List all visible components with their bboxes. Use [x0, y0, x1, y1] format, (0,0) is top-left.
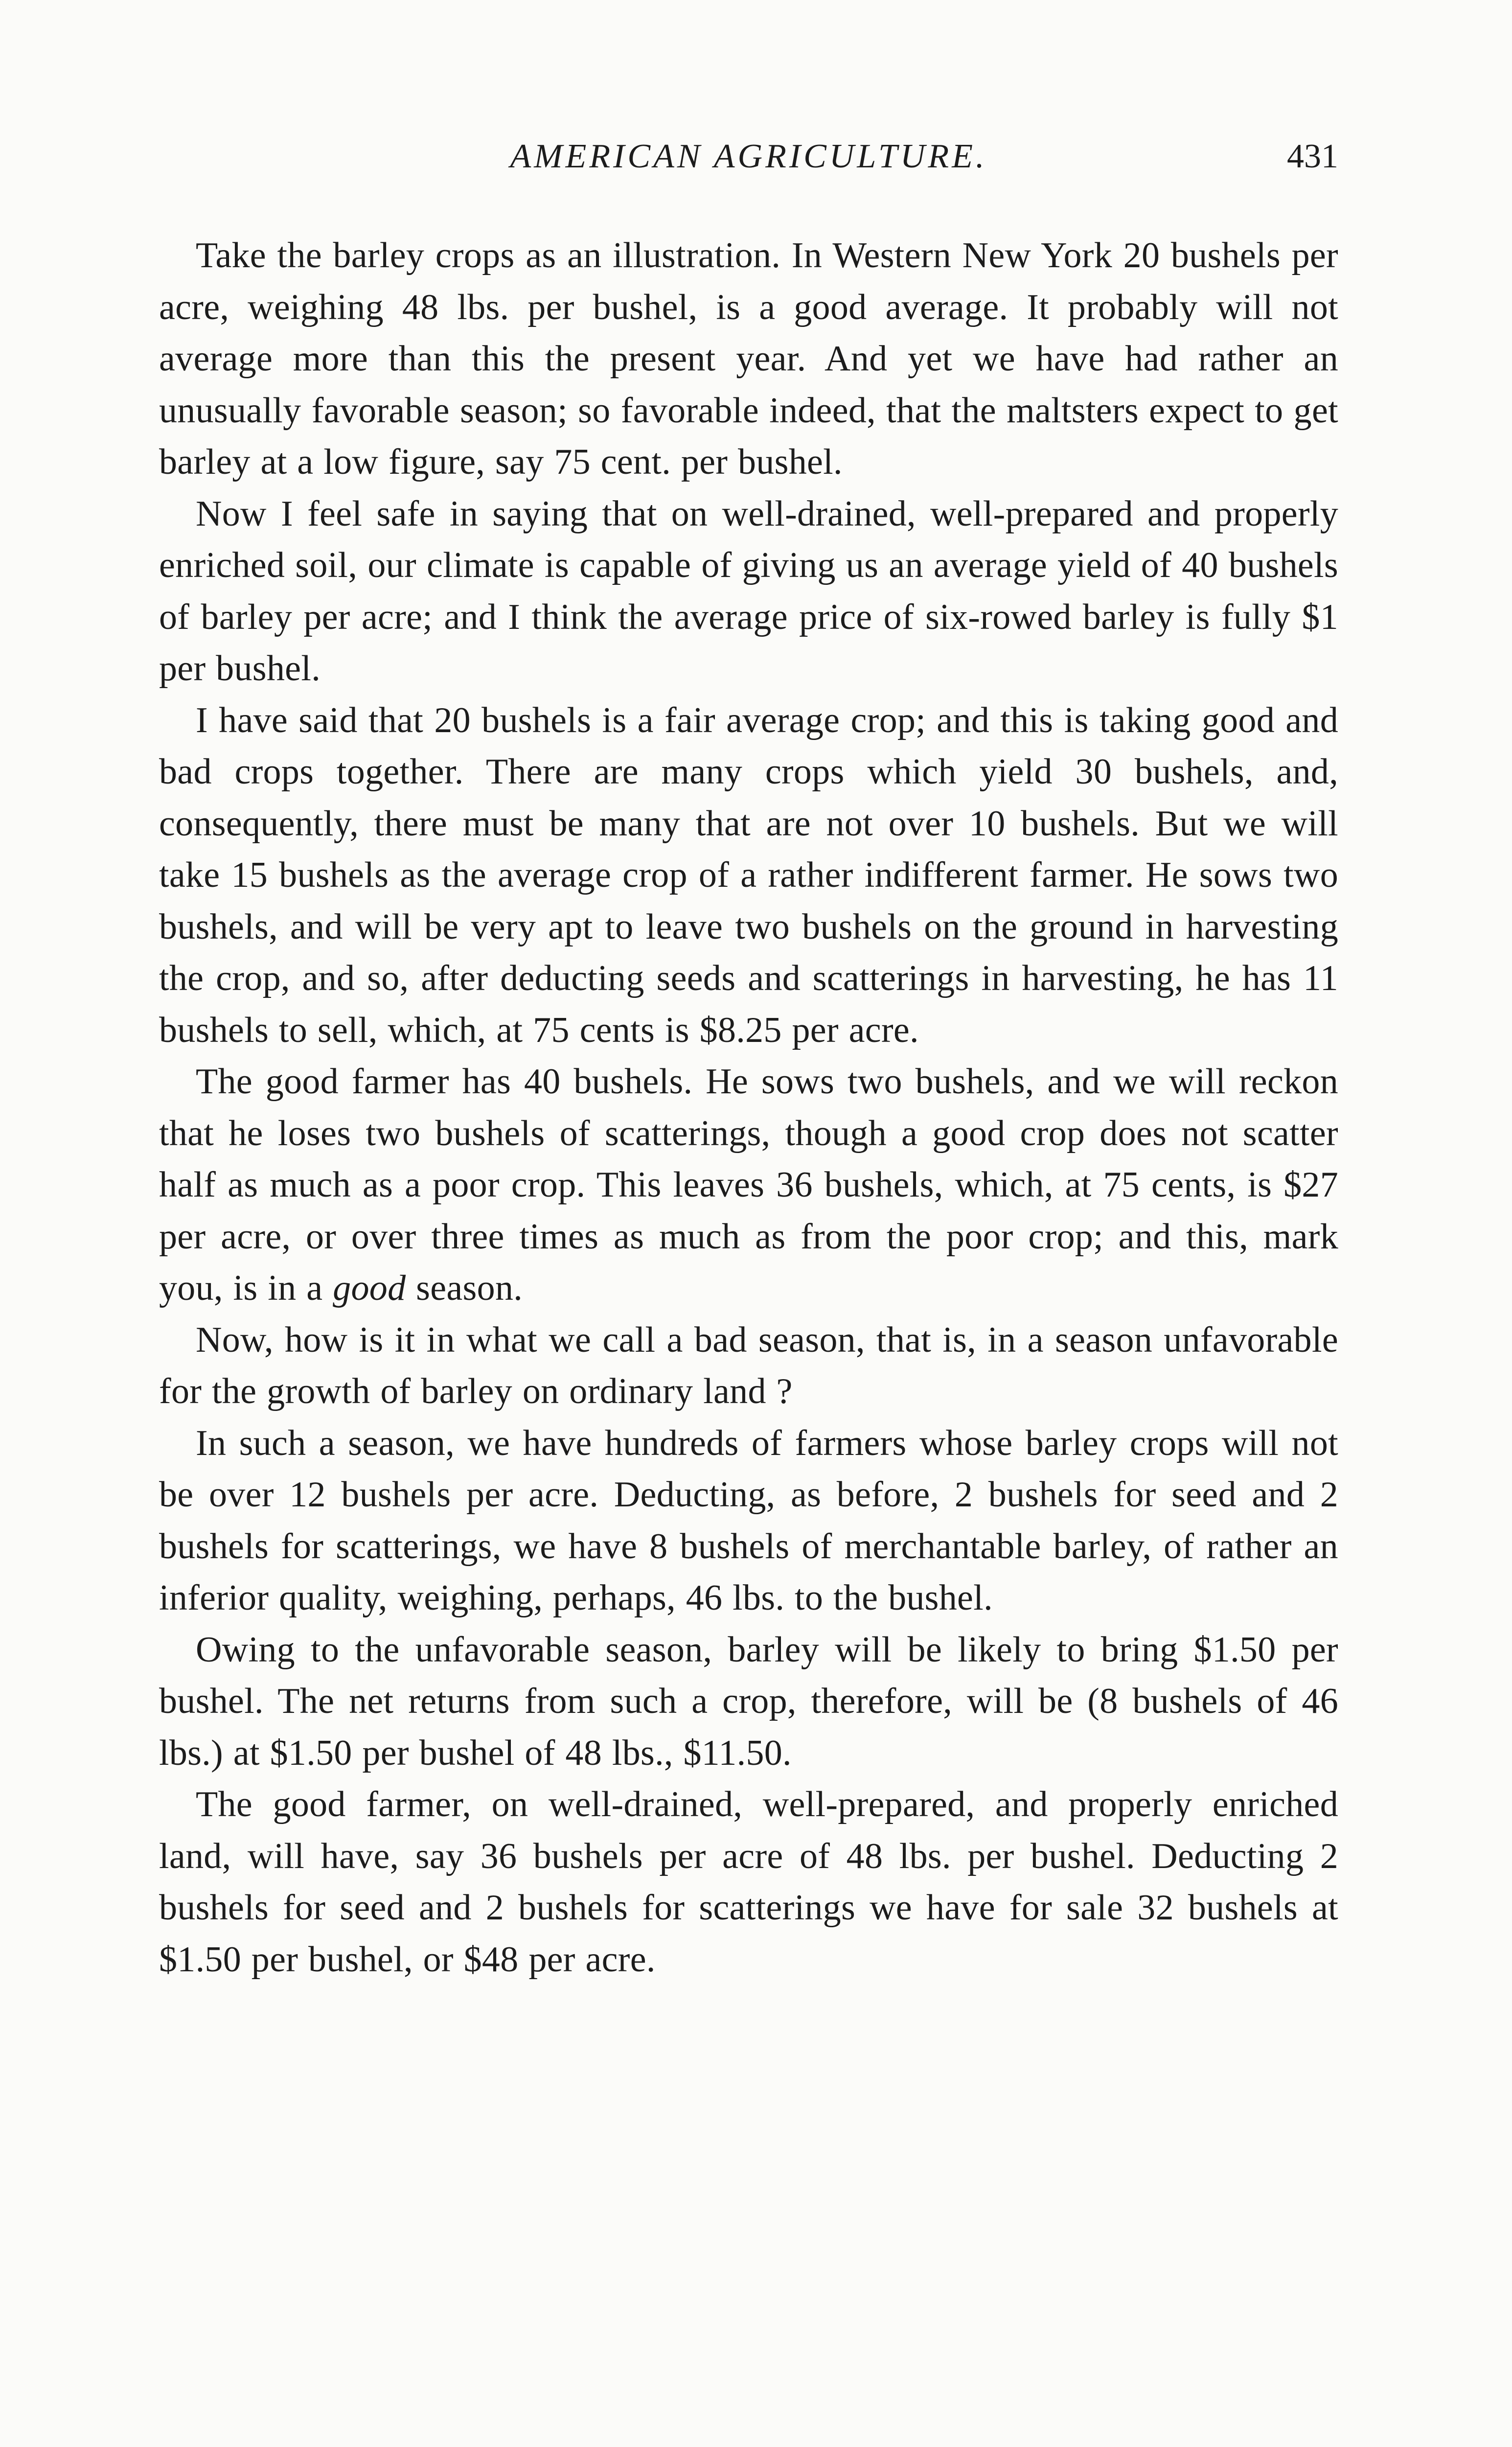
paragraph-barley-illustration: Take the barley crops as an illustration. In Western New York 20 bushels per acre, weighing 48 lbs. per bushel, is a good average. It probably will not average more than this the present year. And yet we have had rather an unusually favorable season; so favorable indeed, that the maltsters expect to get barley at a low figure, say 75 cent. per bushel.: [159, 235, 1338, 482]
page-number: 431: [1287, 138, 1338, 175]
paragraph-net-returns: Owing to the unfavorable season, barley will be likely to bring $1.50 per bushel. The net returns from such a crop, therefore, will be (8 bushels of 46 lbs.) at $1.50 per bushel of 48 lbs., $11.50.: [159, 1629, 1338, 1773]
paragraph-good-farmer-end: season.: [406, 1268, 523, 1308]
paragraph-good-farmer-text: The good farmer has 40 bushels. He sows two bushels, and we will reckon that he loses two bushels of scatterings, though a good crop does not scatter half as much as a poor crop. This leaves 36 bushels, which, at 75 cents, is $27 per acre, or over three times as much as from the poor crop; and this, mark you, is in a: [159, 1062, 1338, 1308]
paragraph-bad-season-yield: In such a season, we have hundreds of farmers whose barley crops will not be over 12 bushels per acre. Deducting, as before, 2 bushels for seed and 2 bushels for scatterings, we have 8 bushels of merchantable barley, of rather an inferior quality, weighing, perhaps, 46 lbs. to the bushel.: [159, 1423, 1338, 1618]
running-title: AMERICAN AGRICULTURE.: [510, 138, 987, 175]
paragraph-good-farmer: [159, 1056, 1338, 1315]
running-head: [159, 130, 1338, 184]
paragraph-bad-season-question: Now, how is it in what we call a bad season, that is, in a season unfavorable for the growth of barley on ordinary land ?: [159, 1319, 1338, 1411]
paragraph-good-farmer-bad-season: The good farmer, on well-drained, well-prepared, and properly enriched land, will have, say 36 bushels per acre of 48 lbs. per bushel. Deducting 2 bushels for seed and 2 bushels for scatterings we have for sale 32 bushels at $1.50 per bushel, or $48 per acre.: [159, 1784, 1338, 1980]
paragraph-indifferent-farmer: I have said that 20 bushels is a fair average crop; and this is taking good and bad crops together. There are many crops which yield 30 bushels, and, consequently, there must be many that are not over 10 bushels. But we will take 15 bushels as the average crop of a rather indifferent farmer. He sows two bushels, and will be very apt to leave two bushels on the ground in harvesting the crop, and so, after deducting seeds and scatterings in harvesting, he has 11 bushels to sell, which, at 75 cents is $8.25 per acre.: [159, 700, 1338, 1050]
paragraph-average-yield: Now I feel safe in saying that on well-drained, well-prepared and properly enriched soil, our climate is capable of giving us an average yield of 40 bushels of barley per acre; and I think the average price of six-rowed barley is fully $1 per bushel.: [159, 493, 1338, 689]
body-text: [159, 230, 1338, 1985]
emphasis-good: good: [333, 1268, 406, 1308]
